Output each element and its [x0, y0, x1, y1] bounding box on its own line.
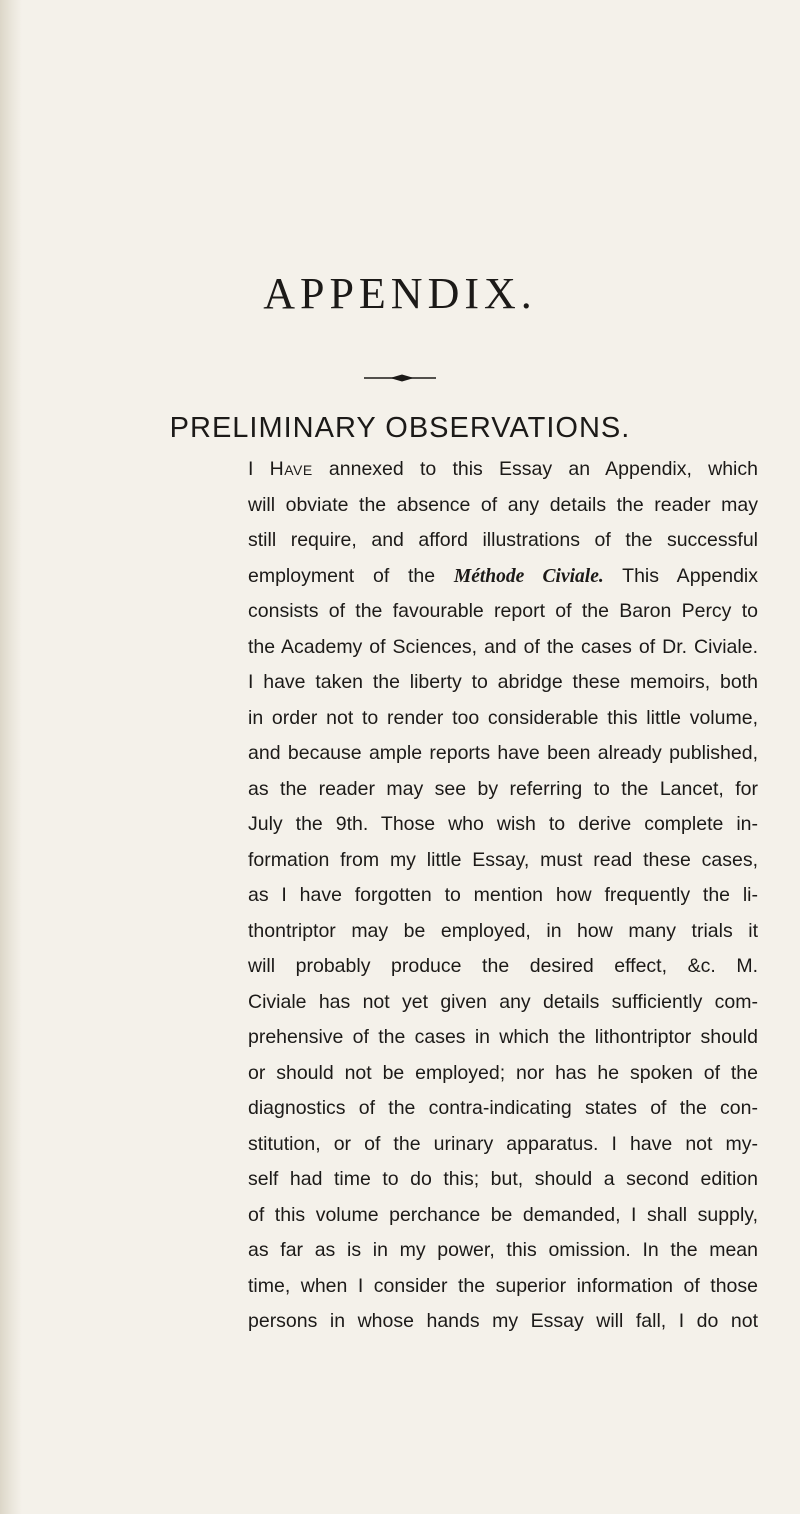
text-run: will obviate the absence of any details the reader may	[248, 493, 758, 516]
text-line	[248, 1056, 758, 1092]
text-line	[248, 736, 758, 772]
text-run: Civiale has not yet given any details sufficiently com-	[248, 990, 758, 1013]
text-line	[248, 1162, 758, 1198]
ornamental-rule	[362, 372, 438, 384]
text-line	[248, 843, 758, 879]
text-run: formation from my little Essay, must read these cases,	[248, 848, 758, 871]
text-line	[248, 1269, 758, 1305]
body-paragraph	[248, 452, 758, 1340]
text-run: persons in whose hands my Essay will fall, I do not	[248, 1310, 758, 1332]
text-line	[248, 523, 758, 559]
text-run: I have taken the liberty to abridge these memoirs, both	[248, 671, 758, 693]
text-run: as far as is in my power, this omission. In the mean	[248, 1239, 758, 1261]
text-line	[248, 1091, 758, 1127]
text-run: in order not to render too considerable this little volume,	[248, 706, 758, 729]
text-line	[248, 985, 758, 1021]
text-run: as I have forgotten to mention how frequently the li-	[248, 884, 758, 906]
text-run: of this volume perchance be demanded, I shall supply,	[248, 1203, 758, 1226]
text-line	[248, 630, 758, 666]
text-run: consists of the favourable report of the Baron Percy to	[248, 600, 758, 622]
text-line	[248, 701, 758, 737]
text-run: still require, and afford illustrations of the successful	[248, 529, 758, 551]
text-run: self had time to do this; but, should a second edition	[248, 1168, 758, 1190]
text-run: as the reader may see by referring to the Lancet, for	[248, 777, 758, 800]
page-title: APPENDIX.	[263, 269, 537, 318]
text-line	[248, 1233, 758, 1269]
text-line	[248, 1020, 758, 1056]
text-run: and because ample reports have been already published,	[248, 742, 758, 764]
text-line	[248, 772, 758, 808]
italic-term: Méthode Civiale.	[453, 565, 604, 587]
text-run: I	[248, 458, 270, 480]
text-run: employment of the	[248, 564, 454, 587]
text-line	[248, 878, 758, 914]
text-line	[248, 1198, 758, 1234]
text-run: or should not be employed; nor has he spoken of the	[248, 1061, 758, 1084]
small-caps-word: Have	[269, 458, 313, 480]
text-line	[248, 559, 758, 595]
text-line	[248, 949, 758, 985]
section-subtitle: PRELIMINARY OBSERVATIONS.	[169, 412, 631, 444]
text-run: This Appendix	[603, 564, 758, 587]
text-run: prehensive of the cases in which the lithontriptor should	[248, 1026, 758, 1048]
text-run: will probably produce the desired effect, &c. M.	[248, 955, 758, 977]
text-line	[248, 665, 758, 701]
text-line	[248, 1304, 758, 1340]
text-run: time, when I consider the superior information of those	[248, 1274, 758, 1297]
text-line	[248, 914, 758, 950]
text-line	[248, 807, 758, 843]
page-gutter-shadow	[0, 0, 22, 1514]
text-run: thontriptor may be employed, in how many trials it	[248, 919, 758, 942]
text-run: diagnostics of the contra-indicating states of the con-	[248, 1097, 758, 1119]
text-run: July the 9th. Those who wish to derive complete in-	[248, 813, 758, 835]
text-line	[248, 488, 758, 524]
text-line	[248, 452, 758, 488]
text-line	[248, 594, 758, 630]
text-run: annexed to this Essay an Appendix, which	[312, 458, 758, 480]
text-run: stitution, or of the urinary apparatus. I have not my-	[248, 1132, 758, 1155]
text-run: the Academy of Sciences, and of the cases of Dr. Civiale.	[248, 635, 758, 658]
text-line	[248, 1127, 758, 1163]
